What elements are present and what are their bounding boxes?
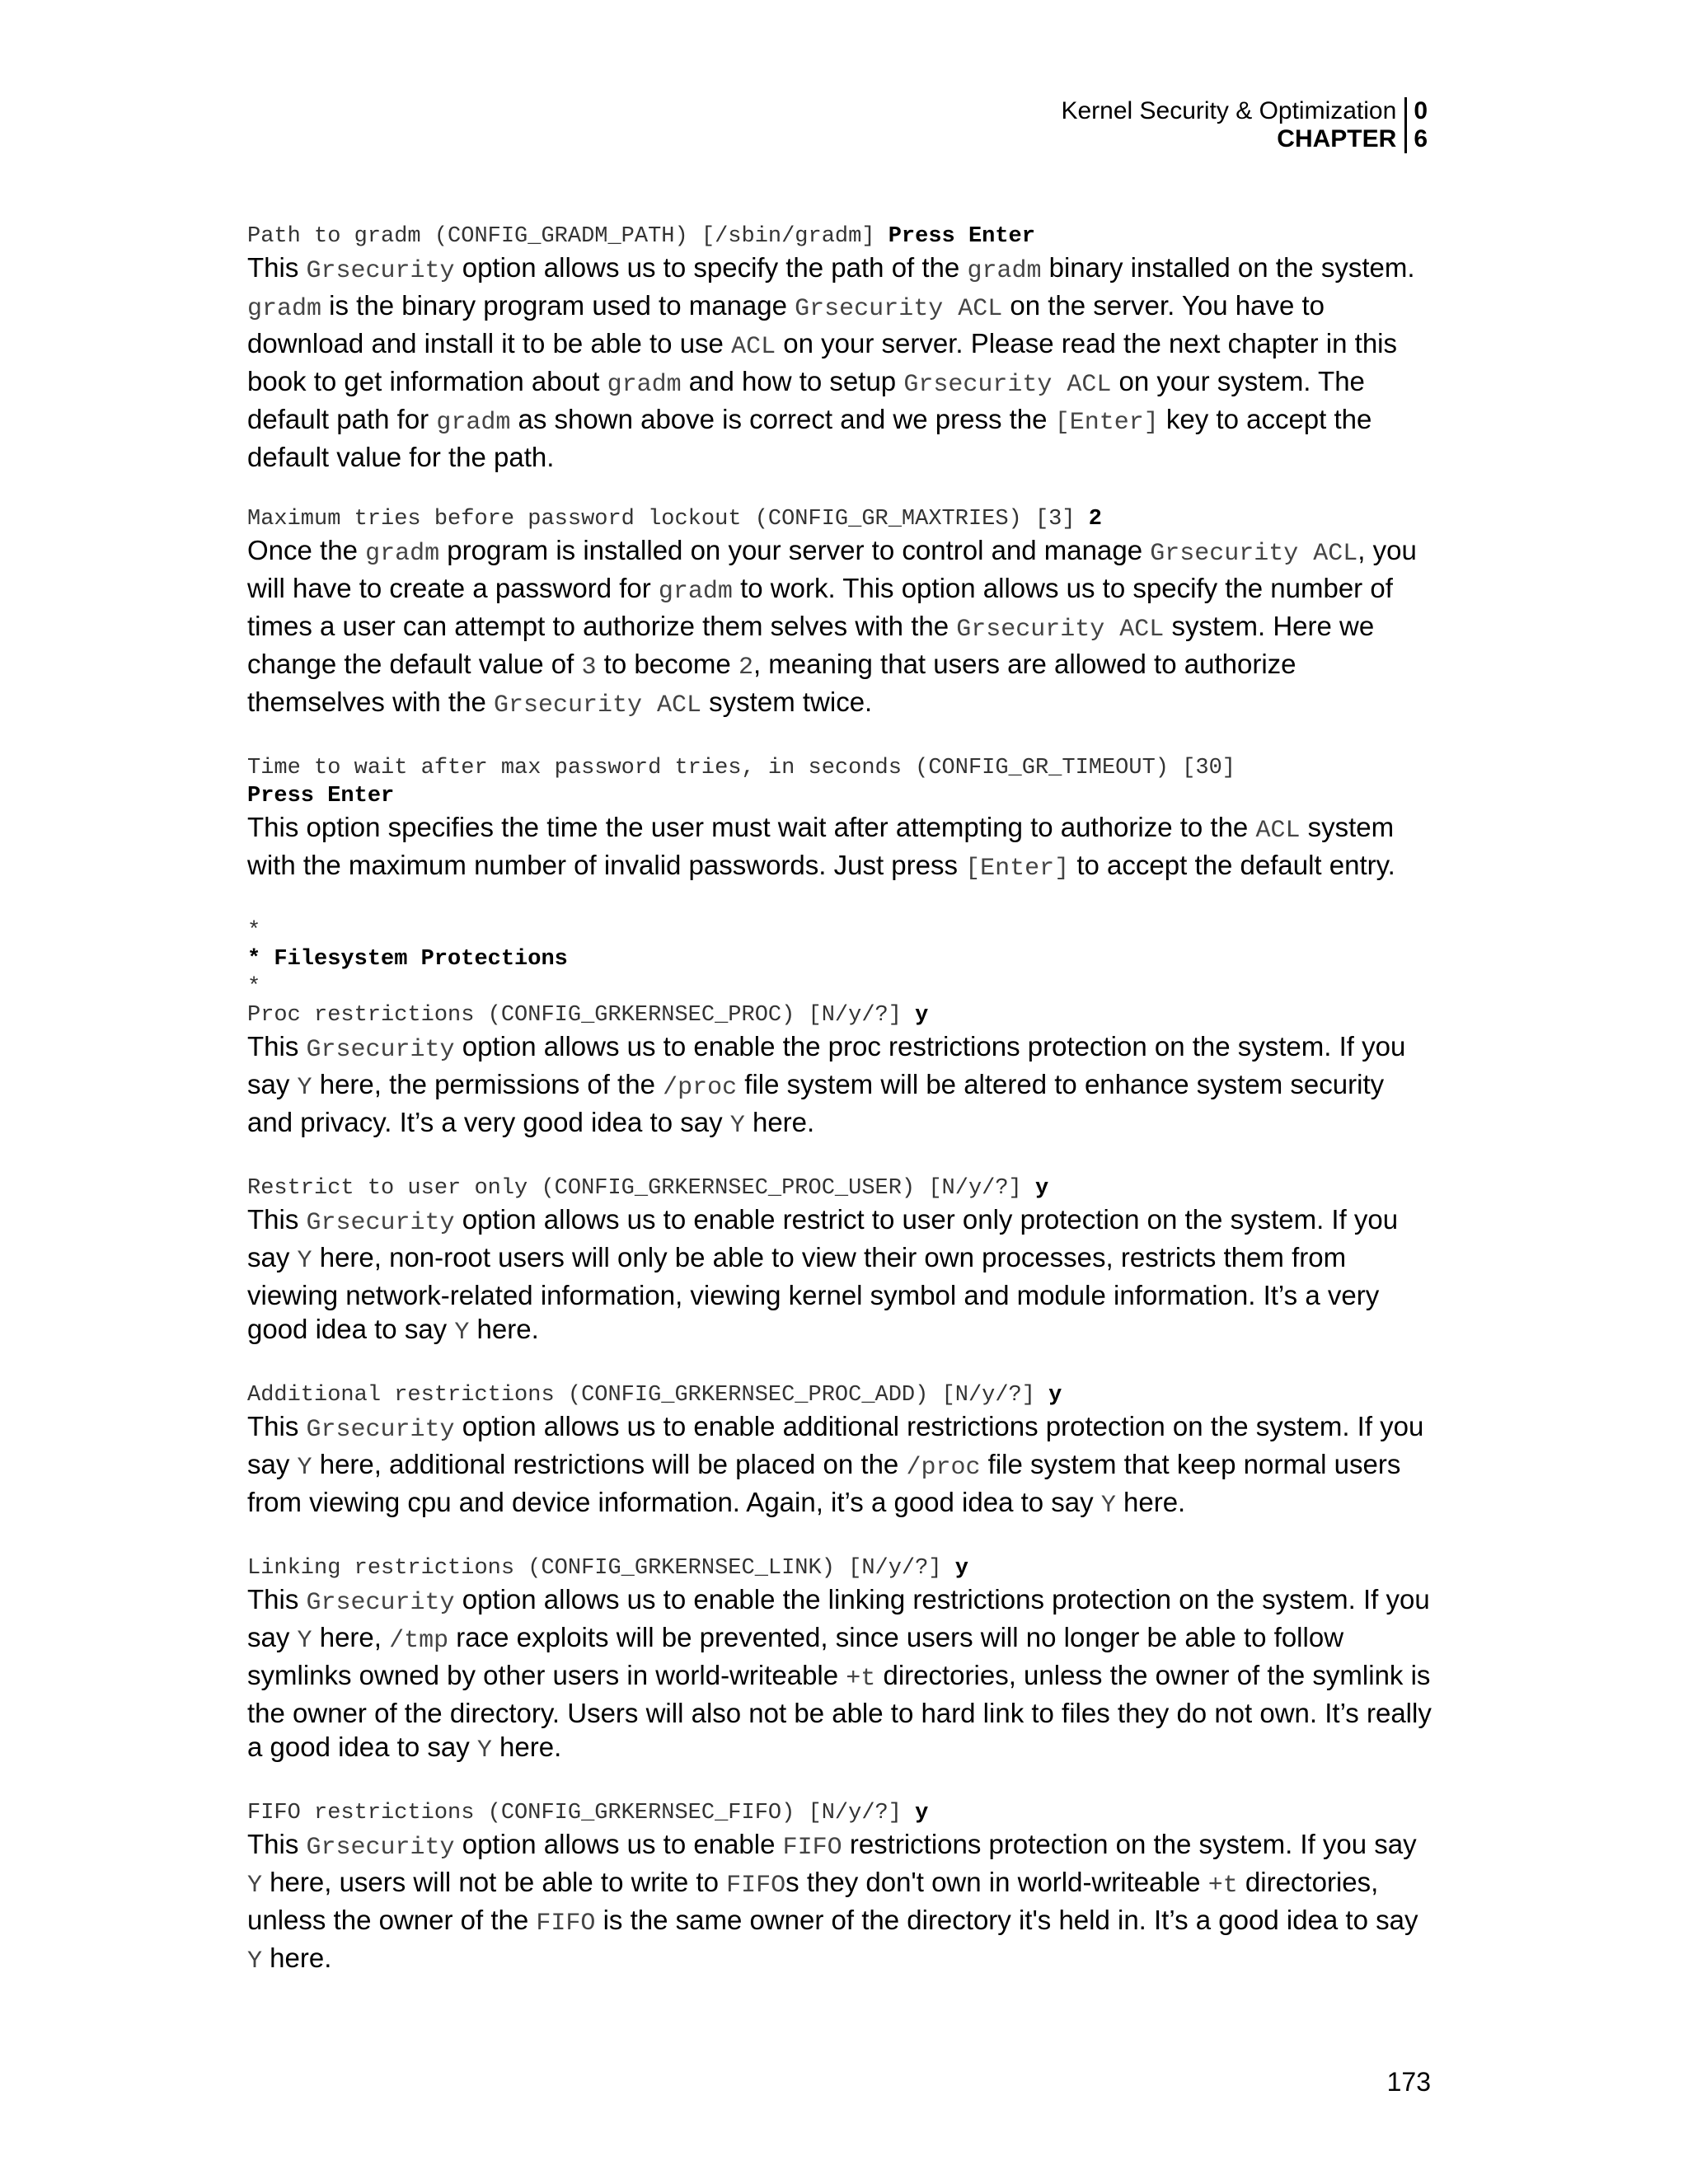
paragraph-text: here, additional restrictions will be placed on the xyxy=(312,1449,907,1479)
header-chapter-label: CHAPTER xyxy=(1277,125,1397,152)
section-gradm-path xyxy=(247,223,1434,474)
inline-code: [Enter] xyxy=(1054,409,1159,437)
inline-code: gradm xyxy=(365,540,440,568)
description-paragraph xyxy=(247,1582,1434,1768)
inline-code: Grsecurity ACL xyxy=(956,616,1165,644)
header-text xyxy=(1061,97,1407,153)
prompt-text: Path to gradm (CONFIG_GRADM_PATH) [/sbin/gradm] xyxy=(247,224,889,249)
inline-code: +t xyxy=(1207,1872,1238,1900)
description-paragraph xyxy=(247,251,1434,474)
inline-code: gradm xyxy=(658,578,733,606)
page-number: 173 xyxy=(1386,2067,1431,2097)
section-link xyxy=(247,1554,1434,1768)
paragraph-text: This xyxy=(247,1829,307,1859)
inline-code: Y xyxy=(729,1112,745,1140)
paragraph-text: This xyxy=(247,1411,307,1441)
inline-code: Grsecurity xyxy=(306,1589,455,1617)
prompt-text: Additional restrictions (CONFIG_GRKERNSEC_PROC_ADD) [N/y/?] xyxy=(247,1383,1049,1408)
paragraph-text: is the same owner of the directory it's held in. It’s a good idea to say xyxy=(595,1905,1418,1935)
config-prompt xyxy=(247,1381,1434,1409)
inline-code: Y xyxy=(1100,1492,1116,1520)
inline-code: 3 xyxy=(581,654,597,682)
inline-code: Y xyxy=(297,1247,312,1275)
running-header xyxy=(1061,97,1428,153)
description-paragraph xyxy=(247,1409,1434,1523)
paragraph-text: This xyxy=(247,252,307,283)
paragraph-text: , meaning that users are allowed to authorize themselves with the xyxy=(247,649,1296,717)
inline-code: gradm xyxy=(967,257,1042,285)
description-paragraph xyxy=(247,1827,1434,1979)
inline-code: FIFO xyxy=(536,1910,596,1938)
inline-code: Y xyxy=(297,1454,312,1482)
inline-code: gradm xyxy=(607,371,682,399)
paragraph-text: This xyxy=(247,1584,307,1615)
section-proc-user xyxy=(247,1174,1434,1350)
paragraph-text: This xyxy=(247,1031,307,1062)
inline-code: Y xyxy=(247,1872,263,1900)
prompt-text: Restrict to user only (CONFIG_GRKERNSEC_PROC_USER) [N/y/?] xyxy=(247,1176,1035,1201)
prompt-answer: 2 xyxy=(1088,507,1102,532)
inline-code: Grsecurity xyxy=(306,1416,455,1444)
section-fifo xyxy=(247,1799,1434,1979)
prompt-answer: y xyxy=(915,1003,929,1028)
section-proc xyxy=(247,1001,1434,1143)
inline-code: Grsecurity ACL xyxy=(903,371,1112,399)
prompt-text: FIFO restrictions (CONFIG_GRKERNSEC_FIFO) [N/y/?] xyxy=(247,1801,916,1825)
inline-code: Grsecurity xyxy=(306,1036,455,1064)
paragraph-text: binary installed on the system. xyxy=(1041,252,1415,283)
paragraph-text: restrictions protection on the system. If you say xyxy=(842,1829,1417,1859)
prompt-answer: Press Enter xyxy=(247,784,395,808)
config-prompt xyxy=(247,1554,1434,1582)
paragraph-text: here, the permissions of the xyxy=(312,1069,663,1099)
inline-code: FIFO xyxy=(726,1872,786,1900)
heading-star-bottom: * xyxy=(247,975,261,1000)
paragraph-text: , you will have to create a password for xyxy=(247,535,1417,603)
paragraph-text: to accept the default entry. xyxy=(1069,850,1395,880)
inline-code: /proc xyxy=(663,1074,738,1102)
paragraph-text: This option specifies the time the user must wait after attempting to authorize to the xyxy=(247,812,1256,842)
paragraph-text: option allows us to enable xyxy=(454,1829,783,1859)
description-paragraph xyxy=(247,533,1434,723)
config-prompt xyxy=(247,505,1434,533)
header-chapter-number xyxy=(1407,97,1428,153)
paragraph-text: here. xyxy=(744,1107,815,1137)
inline-code: Y xyxy=(476,1736,492,1765)
inline-code: Y xyxy=(454,1319,470,1347)
paragraph-text: directories, unless the owner of the xyxy=(247,1867,1379,1935)
paragraph-text: option allows us to enable additional restrictions protection on the system. If you say xyxy=(247,1411,1424,1479)
prompt-answer: y xyxy=(954,1556,968,1581)
paragraph-text: to work. This option allows us to specify the number of times a user can attempt to authorize them selves with the xyxy=(247,573,1393,641)
inline-code: Grsecurity ACL xyxy=(493,691,702,719)
description-paragraph xyxy=(247,810,1434,886)
paragraph-text: as shown above is correct and we press the xyxy=(510,404,1055,434)
section-timeout xyxy=(247,754,1434,886)
inline-code: gradm xyxy=(436,409,511,437)
paragraph-text: system with the maximum number of invalid passwords. Just press xyxy=(247,812,1395,880)
paragraph-text: here, xyxy=(312,1622,390,1652)
paragraph-text: on your system. The default path for xyxy=(247,366,1365,434)
heading-title: * Filesystem Protections xyxy=(247,947,568,972)
paragraph-text: option allows us to specify the path of the xyxy=(454,252,968,283)
paragraph-text: here. xyxy=(262,1943,332,1973)
paragraph-text: option allows us to enable the proc restrictions protection on the system. If you say xyxy=(247,1031,1406,1099)
inline-code: Grsecurity xyxy=(306,1834,455,1862)
prompt-answer: y xyxy=(1048,1383,1062,1408)
inline-code: /proc xyxy=(906,1454,981,1482)
inline-code: Grsecurity xyxy=(306,1209,455,1237)
filesystem-protections-heading xyxy=(247,917,1434,1001)
paragraph-text: option allows us to enable the linking restrictions protection on the system. If you say xyxy=(247,1584,1430,1652)
main-content xyxy=(247,223,1434,2010)
inline-code: +t xyxy=(846,1665,876,1693)
paragraph-text: file system will be altered to enhance system security and privacy. It’s a very good idea to say xyxy=(247,1069,1385,1137)
paragraph-text: here. xyxy=(1115,1487,1186,1517)
description-paragraph xyxy=(247,1202,1434,1350)
paragraph-text: here, non-root users will only be able to view their own processes, restricts them from viewing network-related information, viewing kernel symbol and module information. It’s a very good idea to say xyxy=(247,1242,1380,1344)
paragraph-text: here. xyxy=(469,1314,539,1344)
config-prompt xyxy=(247,1001,1434,1029)
paragraph-text: is the binary program used to manage xyxy=(321,290,795,321)
config-prompt xyxy=(247,1174,1434,1202)
paragraph-text: system. Here we change the default value of xyxy=(247,611,1375,679)
inline-code: ACL xyxy=(731,333,776,361)
prompt-answer: Press Enter xyxy=(888,224,1035,249)
config-prompt xyxy=(247,223,1434,251)
paragraph-text: Once the xyxy=(247,535,366,565)
section-max-tries xyxy=(247,505,1434,723)
prompt-text: Maximum tries before password lockout (CONFIG_GR_MAXTRIES) [3] xyxy=(247,507,1089,532)
header-title: Kernel Security & Optimization xyxy=(1061,97,1397,124)
inline-code: /tmp xyxy=(389,1627,449,1655)
inline-code: Y xyxy=(247,1947,263,1975)
prompt-answer: y xyxy=(915,1801,929,1825)
paragraph-text: file system that keep normal users from viewing cpu and device information. Again, it’s a good idea to say xyxy=(247,1449,1401,1517)
inline-code: [Enter] xyxy=(965,855,1070,883)
inline-code: Grsecurity xyxy=(306,257,455,285)
prompt-text: Linking restrictions (CONFIG_GRKERNSEC_LINK) [N/y/?] xyxy=(247,1556,955,1581)
paragraph-text: key to accept the default value for the path. xyxy=(247,404,1372,472)
prompt-answer: y xyxy=(1034,1176,1049,1201)
inline-code: FIFO xyxy=(782,1834,842,1862)
paragraph-text: on the server. You have to download and install it to be able to use xyxy=(247,290,1325,359)
paragraph-text: and how to setup xyxy=(681,366,904,396)
heading-star-top: * xyxy=(247,919,261,944)
inline-code: Y xyxy=(297,1627,312,1655)
chapter-digit-2: 6 xyxy=(1414,125,1428,152)
section-proc-add xyxy=(247,1381,1434,1523)
paragraph-text: on your server. Please read the next chapter in this book to get information about xyxy=(247,328,1398,396)
paragraph-text: race exploits will be prevented, since users will no longer be able to follow symlinks owned by other users in world-writeable xyxy=(247,1622,1344,1690)
paragraph-text: directories, unless the owner of the symlink is the owner of the directory. Users will also not be able to hard link to files they do not own. It’s really a good idea to say xyxy=(247,1660,1432,1762)
inline-code: gradm xyxy=(247,295,322,323)
paragraph-text: here. xyxy=(491,1732,562,1762)
chapter-digit-1: 0 xyxy=(1414,97,1428,124)
inline-code: Grsecurity ACL xyxy=(795,295,1003,323)
description-paragraph xyxy=(247,1029,1434,1143)
paragraph-text: to become xyxy=(596,649,738,679)
paragraph-text: This xyxy=(247,1204,307,1235)
inline-code: ACL xyxy=(1255,817,1301,845)
inline-code: Grsecurity ACL xyxy=(1150,540,1358,568)
paragraph-text: program is installed on your server to control and manage xyxy=(439,535,1151,565)
config-prompt xyxy=(247,1799,1434,1827)
paragraph-text: option allows us to enable restrict to user only protection on the system. If you say xyxy=(247,1204,1399,1272)
config-prompt: Time to wait after max password tries, in seconds (CONFIG_GR_TIMEOUT) [30] xyxy=(247,756,1236,780)
paragraph-text: here, users will not be able to write to xyxy=(262,1867,727,1897)
inline-code: Y xyxy=(297,1074,312,1102)
paragraph-text: s they don't own in world-writeable xyxy=(785,1867,1208,1897)
prompt-text: Proc restrictions (CONFIG_GRKERNSEC_PROC) [N/y/?] xyxy=(247,1003,916,1028)
inline-code: 2 xyxy=(738,654,753,682)
paragraph-text: system twice. xyxy=(701,687,873,717)
